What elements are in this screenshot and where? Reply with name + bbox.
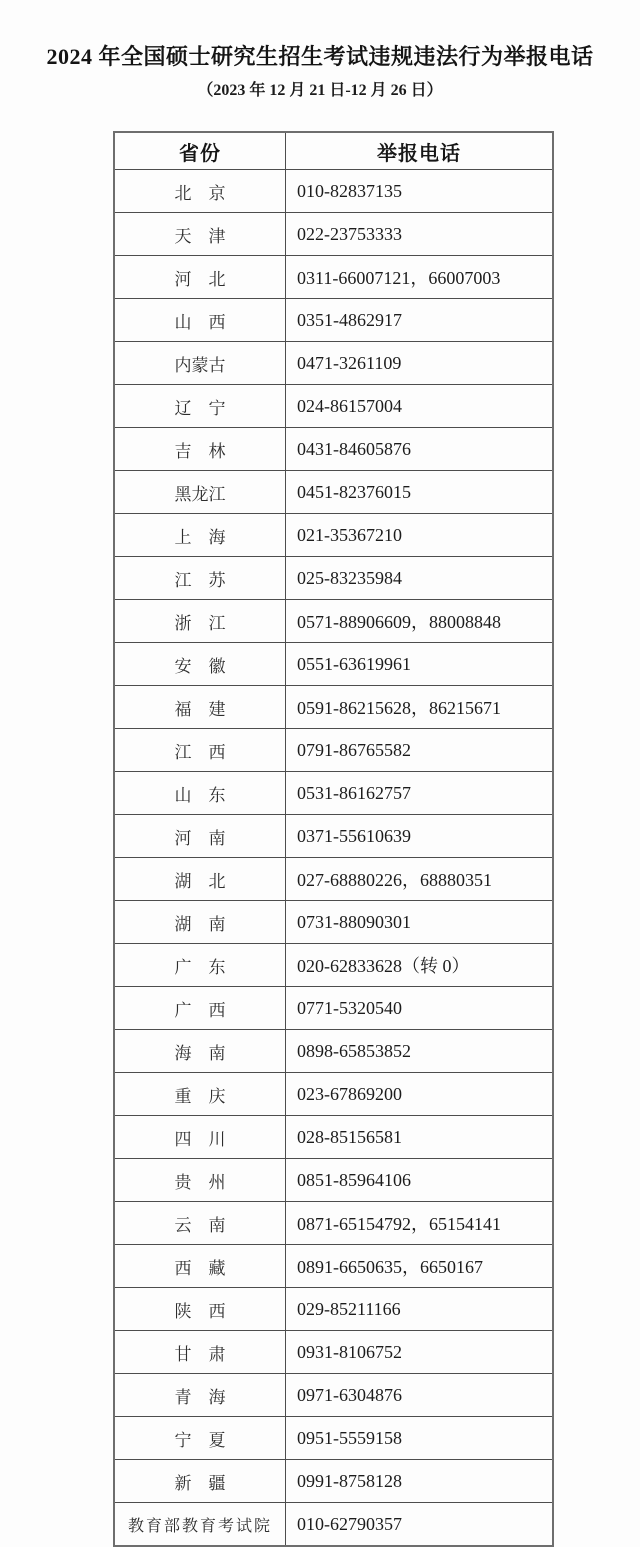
phone-cell: 020-62833628（转 0）	[286, 944, 554, 987]
table-row	[114, 729, 553, 772]
province-cell: 广 东	[114, 944, 286, 987]
page-subtitle: （2023 年 12 月 21 日-12 月 26 日）	[197, 82, 443, 99]
province-cell: 陕 西	[114, 1288, 286, 1331]
province-cell: 甘 肃	[114, 1331, 286, 1374]
table-row	[114, 686, 553, 729]
phone-cell: 0591-86215628，86215671	[286, 686, 554, 729]
province-cell: 宁 夏	[114, 1417, 286, 1460]
table-row	[114, 1202, 553, 1245]
table-row	[114, 428, 553, 471]
phone-cell: 010-82837135	[286, 170, 554, 213]
phone-cell: 0531-86162757	[286, 772, 554, 815]
province-cell: 贵 州	[114, 1159, 286, 1202]
table-row	[114, 1331, 553, 1374]
column-header-province: 省份	[114, 132, 286, 170]
phone-cell: 0351-4862917	[286, 299, 554, 342]
table-row	[114, 342, 553, 385]
province-cell: 河 南	[114, 815, 286, 858]
province-cell: 辽 宁	[114, 385, 286, 428]
table-row	[114, 299, 553, 342]
table-row	[114, 772, 553, 815]
table-row	[114, 213, 553, 256]
table-row	[114, 514, 553, 557]
phone-cell: 0551-63619961	[286, 643, 554, 686]
phone-cell: 0991-8758128	[286, 1460, 554, 1503]
phone-cell: 022-23753333	[286, 213, 554, 256]
phone-cell: 0311-66007121，66007003	[286, 256, 554, 299]
header-row	[114, 132, 553, 170]
table-row	[114, 1159, 553, 1202]
phone-cell: 0791-86765582	[286, 729, 554, 772]
table-row	[114, 170, 553, 213]
phone-cell: 0971-6304876	[286, 1374, 554, 1417]
phone-cell: 025-83235984	[286, 557, 554, 600]
phone-cell: 021-35367210	[286, 514, 554, 557]
table-row	[114, 1288, 553, 1331]
province-cell: 安 徽	[114, 643, 286, 686]
phone-cell: 0471-3261109	[286, 342, 554, 385]
province-cell: 山 东	[114, 772, 286, 815]
phone-cell: 0891-6650635，6650167	[286, 1245, 554, 1288]
province-cell: 湖 北	[114, 858, 286, 901]
table-row	[114, 987, 553, 1030]
phone-cell: 029-85211166	[286, 1288, 554, 1331]
province-cell: 江 西	[114, 729, 286, 772]
phone-cell: 024-86157004	[286, 385, 554, 428]
phone-cell: 0871-65154792，65154141	[286, 1202, 554, 1245]
province-cell: 黑龙江	[114, 471, 286, 514]
phone-cell: 0731-88090301	[286, 901, 554, 944]
phone-cell: 0771-5320540	[286, 987, 554, 1030]
phone-cell: 0851-85964106	[286, 1159, 554, 1202]
province-cell: 山 西	[114, 299, 286, 342]
province-cell: 新 疆	[114, 1460, 286, 1503]
province-cell: 四 川	[114, 1116, 286, 1159]
province-cell: 广 西	[114, 987, 286, 1030]
phone-cell: 0431-84605876	[286, 428, 554, 471]
province-cell: 河 北	[114, 256, 286, 299]
table-row	[114, 815, 553, 858]
province-cell: 重 庆	[114, 1073, 286, 1116]
phone-cell: 023-67869200	[286, 1073, 554, 1116]
province-cell: 浙 江	[114, 600, 286, 643]
table-row	[114, 1030, 553, 1073]
table-row	[114, 256, 553, 299]
table-row	[114, 1503, 553, 1547]
phone-cell: 010-62790357	[286, 1503, 554, 1547]
table-row	[114, 1417, 553, 1460]
province-cell: 天 津	[114, 213, 286, 256]
table-row	[114, 944, 553, 987]
table-row	[114, 1374, 553, 1417]
province-cell: 云 南	[114, 1202, 286, 1245]
phone-table	[113, 131, 554, 1547]
province-cell: 江 苏	[114, 557, 286, 600]
province-cell: 北 京	[114, 170, 286, 213]
province-cell: 西 藏	[114, 1245, 286, 1288]
phone-cell: 028-85156581	[286, 1116, 554, 1159]
table-row	[114, 385, 553, 428]
table-row	[114, 858, 553, 901]
table-row	[114, 1460, 553, 1503]
province-cell: 内蒙古	[114, 342, 286, 385]
province-cell: 海 南	[114, 1030, 286, 1073]
phone-cell: 0451-82376015	[286, 471, 554, 514]
province-cell: 教育部教育考试院	[114, 1503, 286, 1547]
province-cell: 湖 南	[114, 901, 286, 944]
table-row	[114, 1245, 553, 1288]
province-cell: 福 建	[114, 686, 286, 729]
phone-cell: 0898-65853852	[286, 1030, 554, 1073]
phone-cell: 0571-88906609，88008848	[286, 600, 554, 643]
table-row	[114, 557, 553, 600]
table-body	[114, 170, 553, 1547]
table-row	[114, 471, 553, 514]
province-cell: 青 海	[114, 1374, 286, 1417]
phone-cell: 0371-55610639	[286, 815, 554, 858]
column-header-phone: 举报电话	[286, 132, 554, 170]
table-row	[114, 643, 553, 686]
province-cell: 上 海	[114, 514, 286, 557]
table-row	[114, 901, 553, 944]
phone-cell: 0931-8106752	[286, 1331, 554, 1374]
phone-cell: 0951-5559158	[286, 1417, 554, 1460]
province-cell: 吉 林	[114, 428, 286, 471]
table-row	[114, 600, 553, 643]
phone-cell: 027-68880226，68880351	[286, 858, 554, 901]
page-title: 2024 年全国硕士研究生招生考试违规违法行为举报电话	[46, 44, 594, 69]
table-row	[114, 1116, 553, 1159]
table-row	[114, 1073, 553, 1116]
